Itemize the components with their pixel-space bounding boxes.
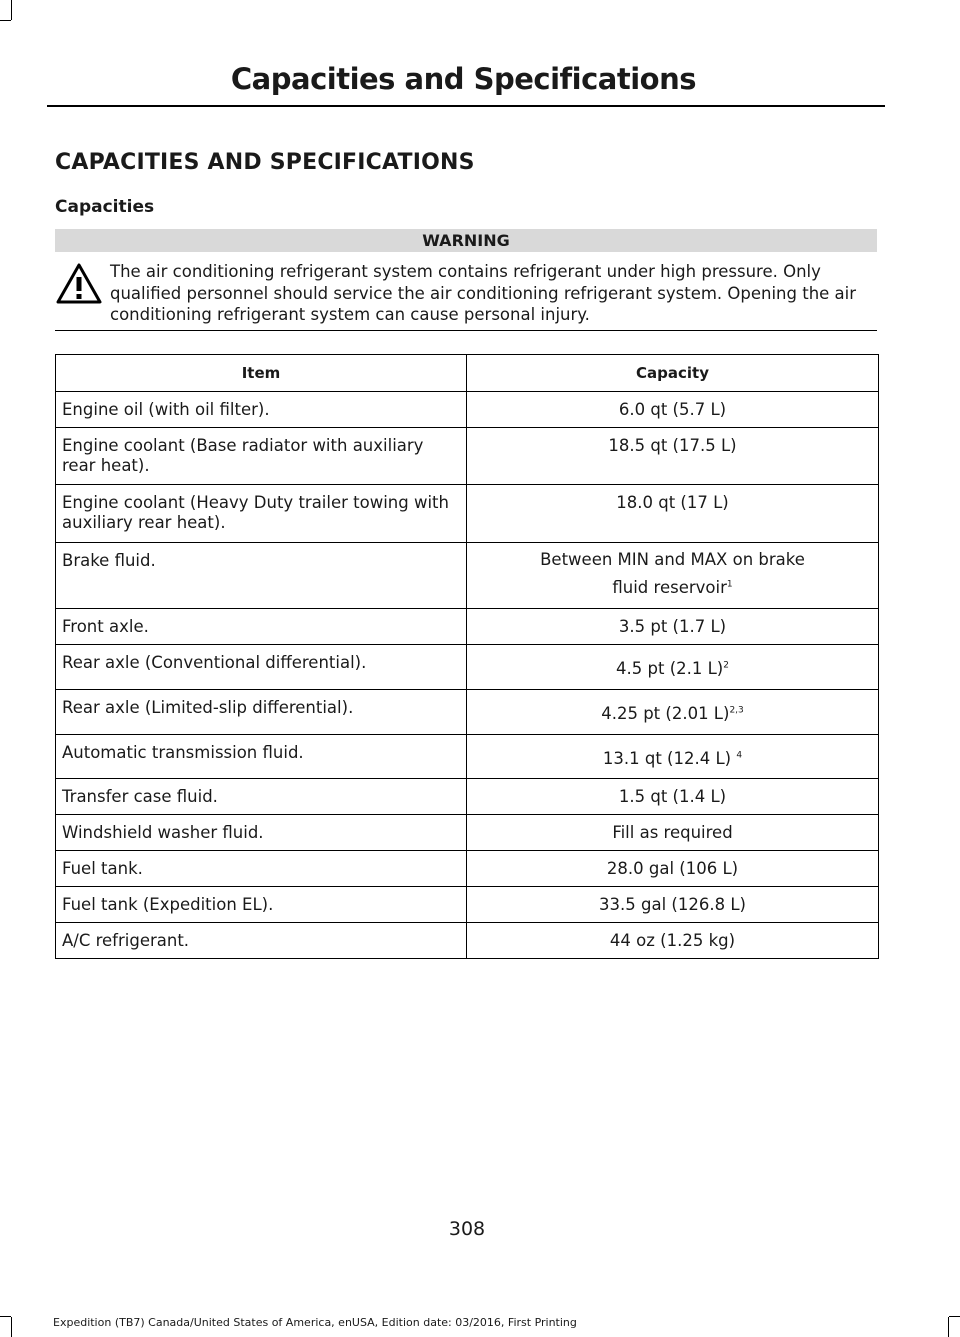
item-cell: Transfer case fluid. <box>56 779 467 815</box>
table-row <box>56 690 879 735</box>
page-header-title: Capacities and Specifications <box>230 62 696 96</box>
capacity-cell <box>467 645 879 690</box>
capacity-value: Fill as required <box>612 823 733 842</box>
footnote-ref: 2 <box>723 660 729 671</box>
crop-mark-top-left-h <box>0 20 11 21</box>
capacity-value: 4.5 pt (2.1 L) <box>616 659 724 678</box>
table-row <box>56 887 879 923</box>
item-cell: Engine coolant (Base radiator with auxiliary rear heat). <box>56 428 467 485</box>
column-header-capacity: Capacity <box>467 355 879 392</box>
capacities-table <box>55 354 879 959</box>
table-row <box>56 923 879 959</box>
capacity-cell <box>467 609 879 645</box>
subsection-title: Capacities <box>55 197 155 217</box>
capacity-cell <box>467 392 879 428</box>
header-rule <box>47 105 885 107</box>
capacity-value: 18.0 qt (17 L) <box>616 493 729 512</box>
capacity-cell <box>467 815 879 851</box>
item-cell: Brake fluid. <box>56 543 467 609</box>
warning-triangle-icon <box>55 262 103 306</box>
table-row <box>56 645 879 690</box>
capacity-value: 18.5 qt (17.5 L) <box>608 436 737 455</box>
page-number: 308 <box>448 1218 486 1240</box>
item-cell: Rear axle (Limited-slip differential). <box>56 690 467 735</box>
table-row <box>56 392 879 428</box>
crop-mark-top-left <box>11 0 12 20</box>
capacity-cell <box>467 887 879 923</box>
item-cell: Windshield washer fluid. <box>56 815 467 851</box>
capacity-cell <box>467 543 879 609</box>
item-cell: A/C refrigerant. <box>56 923 467 959</box>
capacity-value: 33.5 gal (126.8 L) <box>599 895 746 914</box>
item-cell: Rear axle (Conventional differential). <box>56 645 467 690</box>
crop-mark-bottom-left <box>11 1317 12 1337</box>
item-cell: Fuel tank (Expedition EL). <box>56 887 467 923</box>
capacity-cell <box>467 428 879 485</box>
item-cell: Engine coolant (Heavy Duty trailer towing with auxiliary rear heat). <box>56 485 467 543</box>
item-cell: Automatic transmission fluid. <box>56 735 467 779</box>
table-row <box>56 815 879 851</box>
capacity-value: 44 oz (1.25 kg) <box>609 931 736 950</box>
section-title: CAPACITIES AND SPECIFICATIONS <box>55 150 475 175</box>
capacity-value: 28.0 gal (106 L) <box>606 859 739 878</box>
capacity-value: 3.5 pt (1.7 L) <box>618 617 727 636</box>
table-row <box>56 609 879 645</box>
item-cell: Front axle. <box>56 609 467 645</box>
capacity-value: Between MIN and MAX on brake fluid reservoir <box>540 550 805 597</box>
table-row <box>56 543 879 609</box>
footnote-ref: 2,3 <box>729 705 744 716</box>
table-header-row <box>56 355 879 392</box>
footnote-ref: 1 <box>726 579 733 590</box>
capacity-cell <box>467 923 879 959</box>
table-row <box>56 851 879 887</box>
item-cell: Fuel tank. <box>56 851 467 887</box>
table-row <box>56 735 879 779</box>
crop-mark-bottom-left-h <box>0 1316 11 1317</box>
capacity-cell <box>467 779 879 815</box>
crop-mark-bottom-right-h <box>949 1316 960 1317</box>
item-cell: Engine oil (with oil filter). <box>56 392 467 428</box>
capacity-cell <box>467 851 879 887</box>
capacity-value: 4.25 pt (2.01 L) <box>601 704 730 723</box>
capacity-value: 13.1 qt (12.4 L) <box>602 749 732 768</box>
capacity-value: 1.5 qt (1.4 L) <box>618 787 727 806</box>
footer-edition-text: Expedition (TB7) Canada/United States of America, enUSA, Edition date: 03/2016, First Printing <box>53 1316 577 1329</box>
capacity-cell <box>467 690 879 735</box>
column-header-item: Item <box>56 355 467 392</box>
table-row <box>56 779 879 815</box>
crop-mark-bottom-right <box>948 1317 949 1337</box>
table-row <box>56 428 879 485</box>
warning-text: The air conditioning refrigerant system contains refrigerant under high pressure. Only qualified personnel should service the air conditioning refrigerant system. Opening the air conditioning refrigerant system can cause personal injury. <box>110 262 857 324</box>
footnote-ref: 4 <box>736 750 743 761</box>
warning-rule <box>55 330 877 331</box>
capacity-cell <box>467 735 879 779</box>
warning-label: WARNING <box>55 229 877 252</box>
capacity-cell <box>467 485 879 543</box>
capacity-value: 6.0 qt (5.7 L) <box>618 400 727 419</box>
table-row <box>56 485 879 543</box>
